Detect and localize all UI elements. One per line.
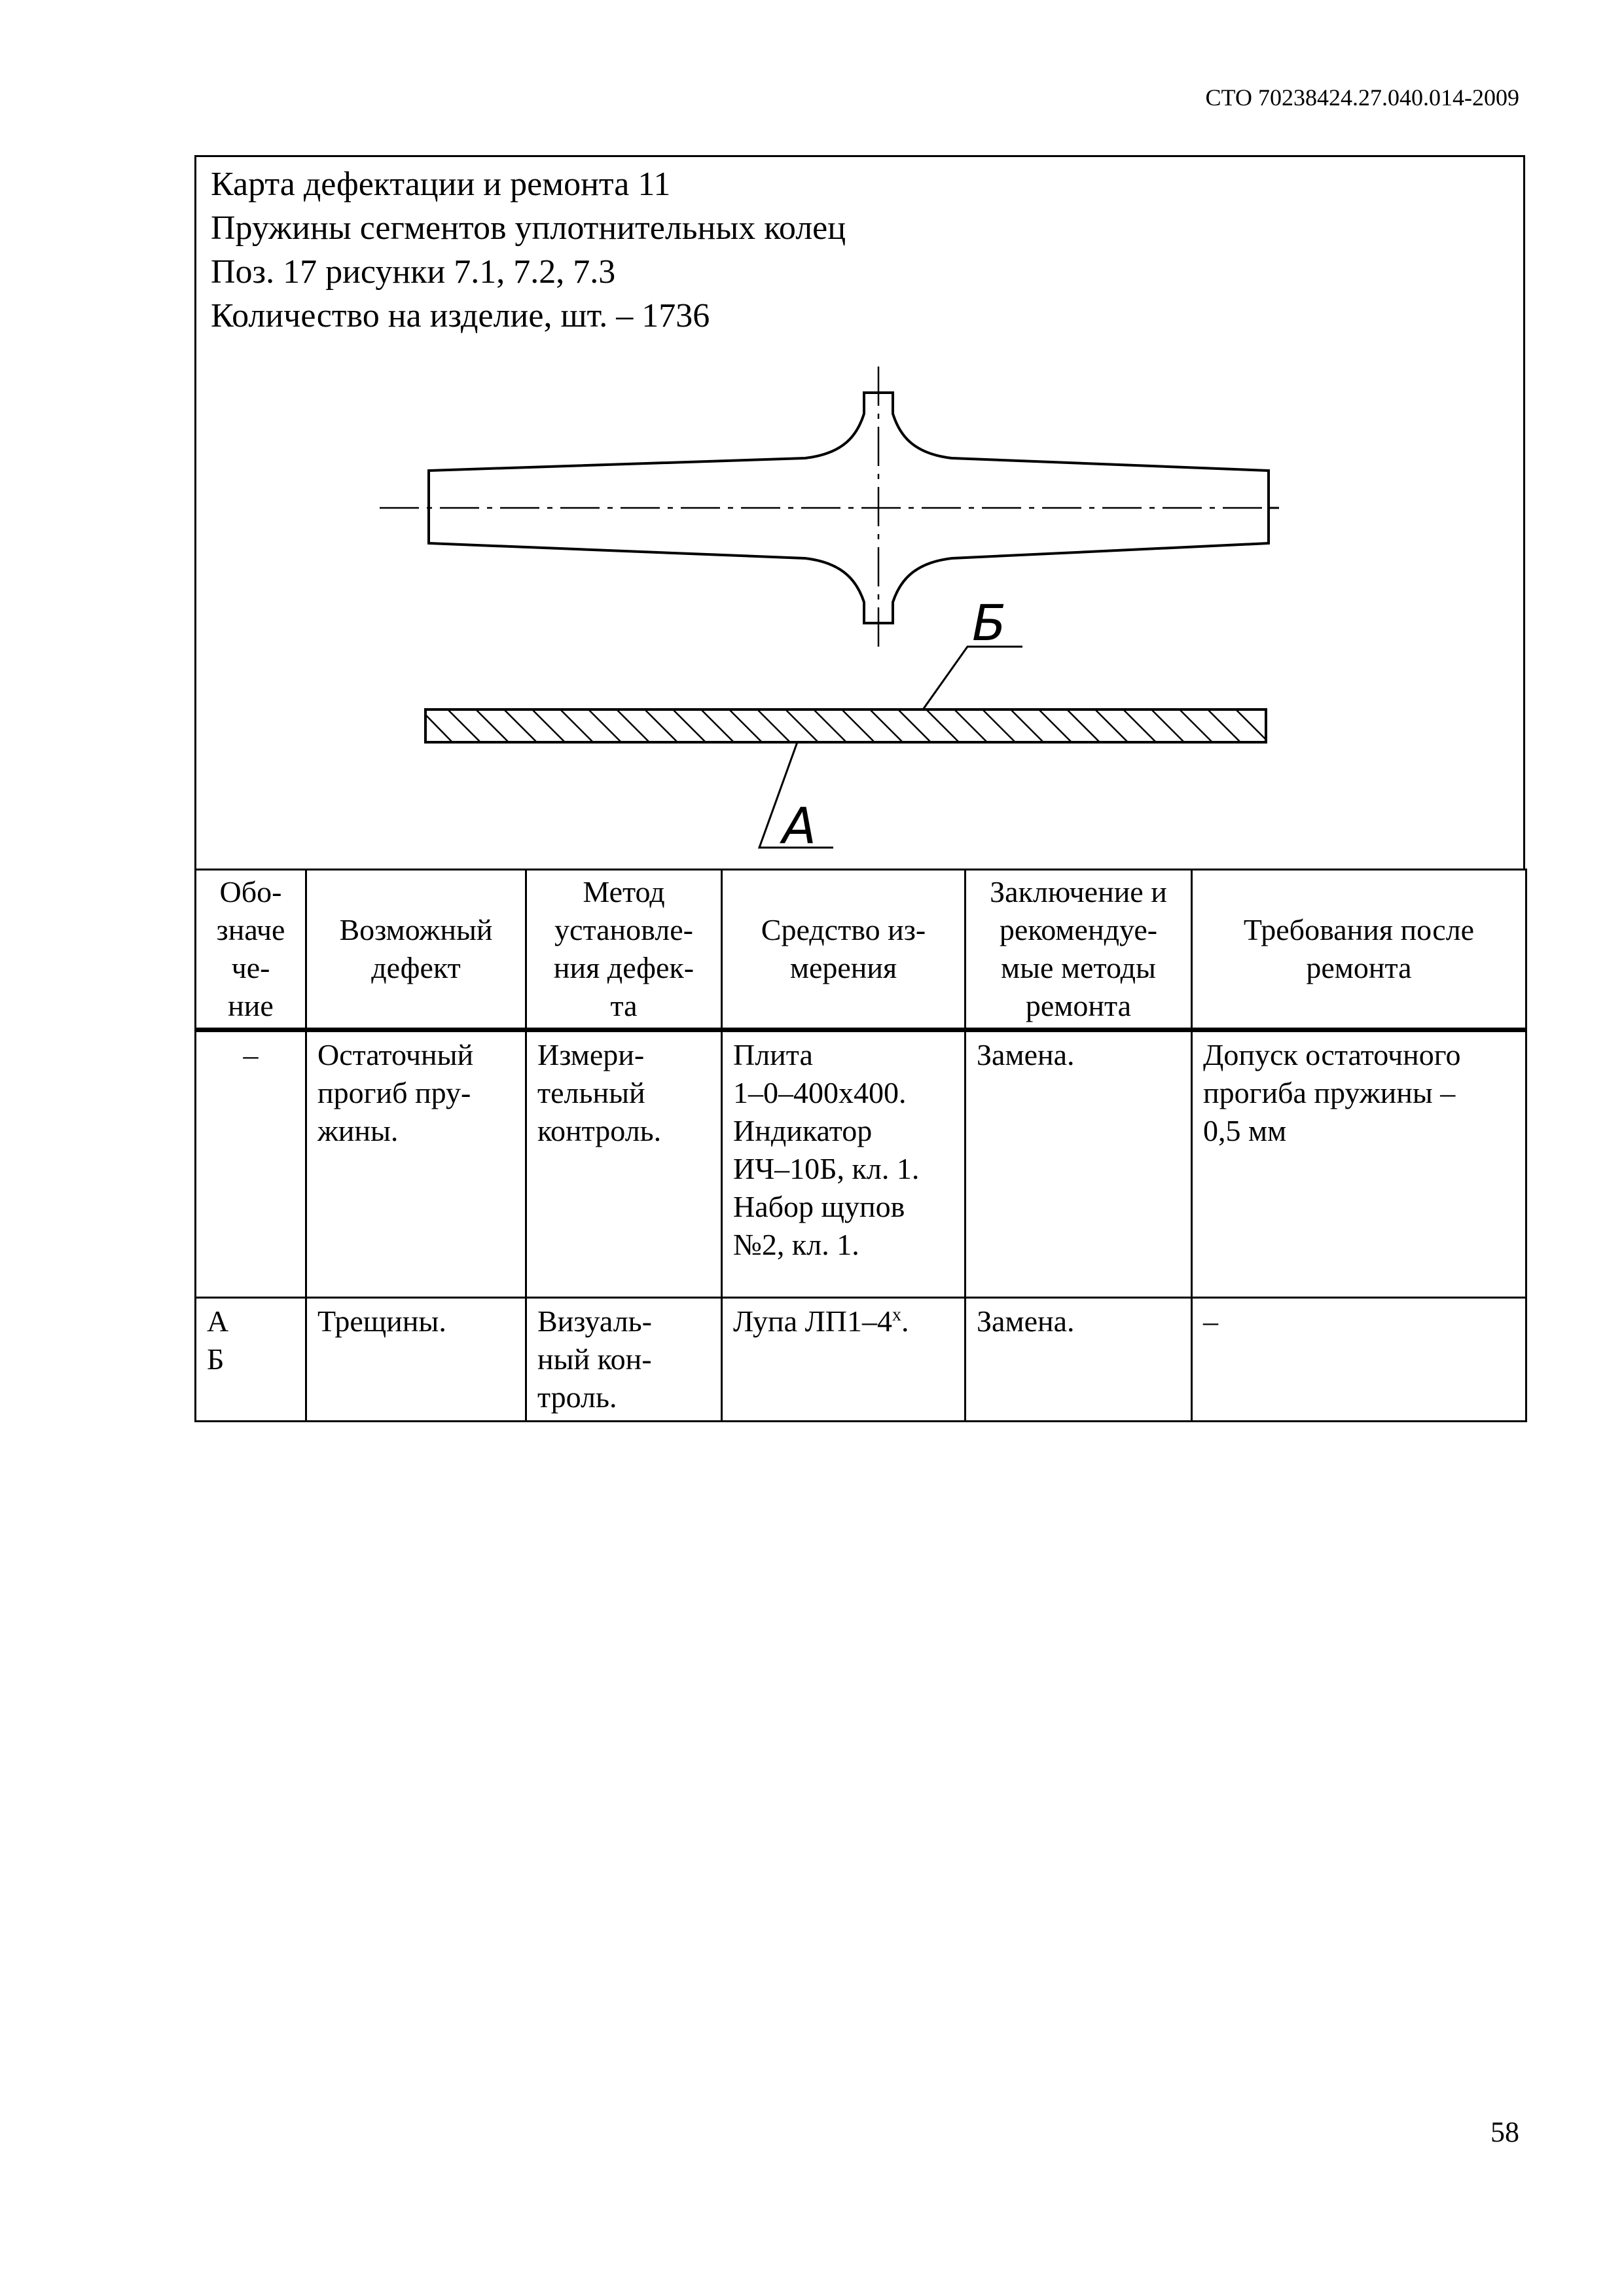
table-row <box>196 1298 1526 1422</box>
cell-designation: А Б <box>196 1298 306 1422</box>
column-header-defect: Возможный дефект <box>306 870 526 1030</box>
page-number: 58 <box>1490 2116 1519 2148</box>
spring-drawing <box>196 157 1523 870</box>
cell-instrument: Лупа $ЛП1-4^х$. <box>722 1298 965 1422</box>
leader-b <box>923 647 1022 709</box>
table-header-row <box>196 870 1526 1030</box>
column-header-requirements: Требования после ремонта <box>1192 870 1526 1030</box>
column-header-conclusion: Заключение и рекомендуе- мые методы ремонта <box>965 870 1192 1030</box>
cell-conclusion: Замена. <box>965 1298 1192 1422</box>
repair-card-frame <box>194 155 1525 869</box>
cell-method: Измери- тельный контроль. <box>526 1030 722 1298</box>
cell-method: Визуаль- ный кон- троль. <box>526 1298 722 1422</box>
card-quantity: Количество на изделие, шт. – 1736 <box>211 297 710 334</box>
section-hatching <box>425 709 1266 742</box>
column-header-method: Метод установле- ния дефек- та <box>526 870 722 1030</box>
label-b: Б <box>972 594 1007 652</box>
cell-conclusion: Замена. <box>965 1030 1192 1298</box>
table-row <box>196 1030 1526 1298</box>
cell-requirements: Допуск остаточного прогиба пружины – 0,5 мм <box>1192 1030 1526 1298</box>
cell-designation: – <box>196 1030 306 1298</box>
card-subtitle: Пружины сегментов уплотнительных колец <box>211 209 846 247</box>
document-code: СТО 70238424.27.040.014-2009 <box>1205 84 1519 111</box>
column-header-designation: Обо- значе че- ние <box>196 870 306 1030</box>
column-header-instrument: Средство из- мерения <box>722 870 965 1030</box>
cell-defect: Трещины. <box>306 1298 526 1422</box>
label-a: А <box>782 797 816 855</box>
superscript-x: х <box>892 1304 902 1325</box>
cell-defect: Остаточный прогиб пру- жины. <box>306 1030 526 1298</box>
cell-requirements: – <box>1192 1298 1526 1422</box>
cell-instrument: Плита 1–0–400х400. Индикатор ИЧ–10Б, кл. 1. Набор щупов №2, кл. 1. <box>722 1030 965 1298</box>
card-title: Карта дефектации и ремонта 11 <box>211 166 671 203</box>
defect-table <box>194 869 1527 1422</box>
card-position: Поз. 17 рисунки 7.1, 7.2, 7.3 <box>211 253 616 291</box>
